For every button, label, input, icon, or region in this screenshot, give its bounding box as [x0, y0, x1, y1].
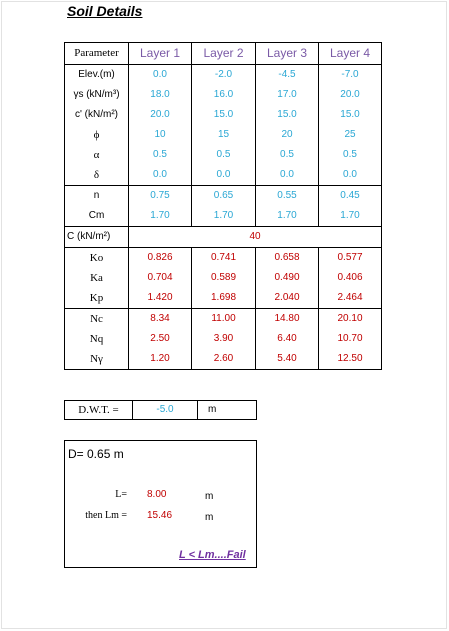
- table-row: [65, 85, 382, 105]
- row-label: Ko: [65, 248, 129, 269]
- cell-value[interactable]: 0.406: [319, 268, 382, 288]
- cell-value[interactable]: 20.10: [319, 309, 382, 330]
- cell-value[interactable]: 10: [129, 125, 192, 145]
- cell-value[interactable]: 0.0: [192, 165, 256, 186]
- cell-value[interactable]: 2.60: [192, 349, 256, 370]
- row-label: δ: [65, 165, 129, 186]
- layer-header: Layer 1: [129, 43, 192, 65]
- check-result: L < Lm....Fail: [179, 549, 246, 561]
- page-title: Soil Details: [67, 3, 143, 19]
- table-row: [65, 186, 382, 207]
- cell-value[interactable]: 0.741: [192, 248, 256, 269]
- table-row: [65, 165, 382, 186]
- table-row: [65, 329, 382, 349]
- cell-value[interactable]: 10.70: [319, 329, 382, 349]
- cell-value[interactable]: 0.65: [192, 186, 256, 207]
- cell-value[interactable]: 20.0: [129, 105, 192, 125]
- cell-value[interactable]: 15.0: [319, 105, 382, 125]
- cell-value[interactable]: 15.0: [192, 105, 256, 125]
- param-header: Parameter: [65, 43, 129, 65]
- dwt-label: D.W.T. =: [65, 401, 133, 419]
- row-label: Nc: [65, 309, 129, 330]
- cell-value[interactable]: 17.0: [256, 85, 319, 105]
- cell-value[interactable]: 8.34: [129, 309, 192, 330]
- cell-value[interactable]: 20: [256, 125, 319, 145]
- cell-value[interactable]: 0.490: [256, 268, 319, 288]
- table-row: [65, 288, 382, 309]
- cell-value[interactable]: 0.5: [192, 145, 256, 165]
- table-row: [65, 268, 382, 288]
- cell-value[interactable]: -2.0: [192, 65, 256, 86]
- lm-label: then Lm =: [85, 510, 127, 521]
- cell-value[interactable]: 1.70: [319, 206, 382, 227]
- cell-value[interactable]: 3.90: [192, 329, 256, 349]
- cell-value[interactable]: 0.5: [129, 145, 192, 165]
- cell-value[interactable]: 12.50: [319, 349, 382, 370]
- row-label: C (kN/m²): [65, 227, 129, 248]
- cell-value[interactable]: 0.55: [256, 186, 319, 207]
- cell-value[interactable]: 0.0: [129, 165, 192, 186]
- row-label: Ka: [65, 268, 129, 288]
- cell-value[interactable]: -4.5: [256, 65, 319, 86]
- lm-value[interactable]: 15.46: [147, 510, 173, 521]
- dwt-value[interactable]: -5.0: [133, 401, 198, 419]
- layer-header: Layer 4: [319, 43, 382, 65]
- table-row: [65, 206, 382, 227]
- cell-value[interactable]: 1.698: [192, 288, 256, 309]
- table-row: [65, 349, 382, 370]
- row-label: n: [65, 186, 129, 207]
- cell-value[interactable]: 0.577: [319, 248, 382, 269]
- table-row: [65, 309, 382, 330]
- dwt-box: [64, 400, 257, 420]
- cell-value[interactable]: 0.0: [256, 165, 319, 186]
- cell-value[interactable]: 2.040: [256, 288, 319, 309]
- l-unit: m: [205, 491, 214, 502]
- cell-value[interactable]: 0.704: [129, 268, 192, 288]
- cell-value[interactable]: 1.420: [129, 288, 192, 309]
- row-label: γs (kN/m³): [65, 85, 129, 105]
- cell-value[interactable]: 20.0: [319, 85, 382, 105]
- cell-value[interactable]: 1.70: [192, 206, 256, 227]
- cell-value[interactable]: 5.40: [256, 349, 319, 370]
- row-label: c' (kN/m²): [65, 105, 129, 125]
- row-label: Kp: [65, 288, 129, 309]
- cell-value[interactable]: 1.70: [256, 206, 319, 227]
- cell-value[interactable]: 0.45: [319, 186, 382, 207]
- row-label: Nq: [65, 329, 129, 349]
- cell-value[interactable]: 1.20: [129, 349, 192, 370]
- table-row: [65, 65, 382, 86]
- layer-header: Layer 3: [256, 43, 319, 65]
- depth-label: D= 0.65 m: [68, 447, 124, 461]
- cell-value[interactable]: 2.464: [319, 288, 382, 309]
- cell-value[interactable]: 14.80: [256, 309, 319, 330]
- cell-value[interactable]: 16.0: [192, 85, 256, 105]
- l-value[interactable]: 8.00: [147, 489, 167, 500]
- cell-value[interactable]: 15: [192, 125, 256, 145]
- cell-value[interactable]: 0.5: [256, 145, 319, 165]
- lm-unit: m: [205, 512, 214, 523]
- table-row: [65, 125, 382, 145]
- cell-value[interactable]: 1.70: [129, 206, 192, 227]
- cell-value[interactable]: 15.0: [256, 105, 319, 125]
- cell-value[interactable]: 6.40: [256, 329, 319, 349]
- table-row: [65, 248, 382, 269]
- cell-value[interactable]: 0.589: [192, 268, 256, 288]
- layer-header: Layer 2: [192, 43, 256, 65]
- cell-value[interactable]: 11.00: [192, 309, 256, 330]
- row-label: Cm: [65, 206, 129, 227]
- header-row: [65, 43, 382, 65]
- table-row: [65, 227, 382, 248]
- design-box: [64, 440, 257, 568]
- dwt-unit: m: [208, 404, 217, 415]
- soil-details-table: [64, 42, 382, 370]
- row-label: Elev.(m): [65, 65, 129, 86]
- cell-value[interactable]: 0.75: [129, 186, 192, 207]
- cell-value[interactable]: 0.658: [256, 248, 319, 269]
- row-label: α: [65, 145, 129, 165]
- cell-value[interactable]: 40: [129, 227, 382, 248]
- cell-value[interactable]: 2.50: [129, 329, 192, 349]
- cell-value[interactable]: 0.0: [129, 65, 192, 86]
- l-label: L=: [115, 489, 127, 500]
- cell-value[interactable]: 0.826: [129, 248, 192, 269]
- cell-value[interactable]: 0.0: [319, 165, 382, 186]
- cell-value[interactable]: 0.5: [319, 145, 382, 165]
- cell-value[interactable]: 25: [319, 125, 382, 145]
- row-label: Nγ: [65, 349, 129, 370]
- table-row: [65, 145, 382, 165]
- table-row: [65, 105, 382, 125]
- cell-value[interactable]: -7.0: [319, 65, 382, 86]
- row-label: ϕ: [65, 125, 129, 145]
- cell-value[interactable]: 18.0: [129, 85, 192, 105]
